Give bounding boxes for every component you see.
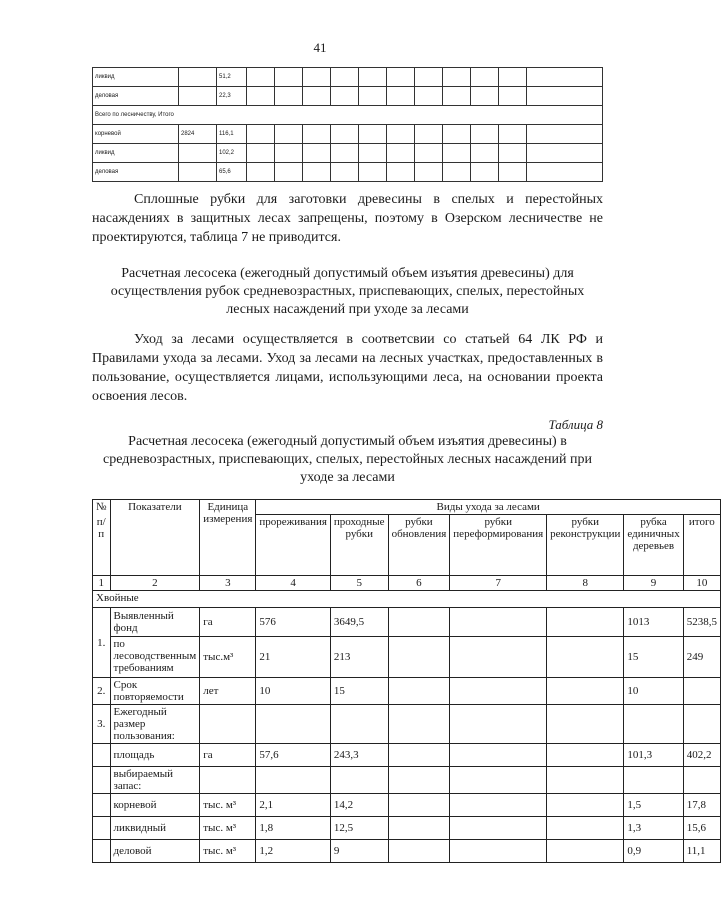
cell: Всего по лесничеству, Итого (93, 106, 603, 125)
row-unit: тыс. м³ (200, 840, 256, 863)
row-name: деловой (110, 840, 200, 863)
row-number: 1. (93, 608, 111, 678)
group-row (93, 591, 721, 608)
header-col-4: прореживания (256, 515, 331, 576)
row-name: ликвидный (110, 817, 200, 840)
cell: корневой (93, 125, 179, 144)
col-num: 10 (683, 576, 720, 591)
table-label: Таблица 8 (548, 417, 603, 432)
cell: 243,3 (330, 744, 388, 767)
table-row (93, 163, 603, 182)
row-name: Выявленный фонд (110, 608, 200, 637)
cell: 0,9 (624, 840, 683, 863)
header-indicators: Показатели (110, 500, 200, 576)
header-col-8: рубки реконструкции (547, 515, 624, 576)
header-col-5: проходные рубки (330, 515, 388, 576)
cell: 1,2 (256, 840, 331, 863)
header-unit: Единица измерения (200, 500, 256, 576)
cell (179, 87, 217, 106)
cell: 9 (330, 840, 388, 863)
cell: 3649,5 (330, 608, 388, 637)
section-heading: Расчетная лесосека (ежегодный допустимый объем изъятия древесины) для осуществления рубок средневозрастных, приспевающих, спелых, перестойных лесных насаждений при уходе за лесами (110, 266, 585, 317)
row-number: 2. (93, 678, 111, 705)
row-unit: тыс.м³ (200, 637, 256, 678)
cell: деловая (93, 87, 179, 106)
table-row (93, 767, 721, 794)
cell: 116,1 (217, 125, 247, 144)
table-row (93, 840, 721, 863)
cell: 1013 (624, 608, 683, 637)
cell: 22,3 (217, 87, 247, 106)
row-unit: га (200, 608, 256, 637)
cell: 15,6 (683, 817, 720, 840)
header-col-6: рубки обновления (388, 515, 450, 576)
col-num: 4 (256, 576, 331, 591)
table-row (93, 678, 721, 705)
row-unit: тыс. м³ (200, 794, 256, 817)
cell: ликвид (93, 144, 179, 163)
table-row (93, 744, 721, 767)
table-row (93, 637, 721, 678)
row-name: площадь (110, 744, 200, 767)
cell: 17,8 (683, 794, 720, 817)
cell: 576 (256, 608, 331, 637)
cell: 10 (624, 678, 683, 705)
cell (179, 163, 217, 182)
row-name: выбираемый запас: (110, 767, 200, 794)
cell (179, 144, 217, 163)
table-row (93, 794, 721, 817)
table-header-row (93, 500, 721, 515)
row-name: по лесоводственным требованиям (110, 637, 200, 678)
header-col-7: рубки переформирования (450, 515, 547, 576)
paragraph-care: Уход за лесами осуществляется в соответсвии со статьей 64 ЛК РФ и Правилами ухода за лесами. Уход за лесами на лесных участках, предоставленных в пользование, осуществляется лицами, использующими леса, на основании проекта освоения лесов. (92, 332, 603, 404)
table-row (93, 87, 603, 106)
row-name: Срок повторяемости (110, 678, 200, 705)
table-row (93, 68, 603, 87)
cell: 10 (256, 678, 331, 705)
header-col-9: рубка единичных деревьев (624, 515, 683, 576)
cell: 102,2 (217, 144, 247, 163)
header-col-10: итого (683, 515, 720, 576)
cell: 21 (256, 637, 331, 678)
cell: 1,5 (624, 794, 683, 817)
header-pp: п/п (93, 515, 111, 576)
cell: ликвид (93, 68, 179, 87)
cell (179, 68, 217, 87)
row-unit: лет (200, 678, 256, 705)
col-num: 9 (624, 576, 683, 591)
row-name: корневой (110, 794, 200, 817)
table-row (93, 608, 721, 637)
cell: 15 (330, 678, 388, 705)
cell: 65,6 (217, 163, 247, 182)
row-name: Ежегодный размер пользования: (110, 705, 200, 744)
column-number-row (93, 576, 721, 591)
cell: 14,2 (330, 794, 388, 817)
cell: 2,1 (256, 794, 331, 817)
col-num: 3 (200, 576, 256, 591)
table-row (93, 106, 603, 125)
group-label: Хвойные (93, 591, 721, 608)
cell: 11,1 (683, 840, 720, 863)
col-num: 8 (547, 576, 624, 591)
cell: 2824 (179, 125, 217, 144)
table-8 (92, 499, 721, 863)
cell: 57,6 (256, 744, 331, 767)
cell: 101,3 (624, 744, 683, 767)
cell: 5238,5 (683, 608, 720, 637)
col-num: 6 (388, 576, 450, 591)
cell: деловая (93, 163, 179, 182)
row-number: 3. (93, 705, 111, 744)
cell: 213 (330, 637, 388, 678)
paragraph-clearcut: Сплошные рубки для заготовки древесины в спелых и перестойных насаждениях в защитных лесах запрещены, поэтому в Озерском лесничестве не проектируются, таблица 7 не приводится. (92, 192, 603, 245)
cell: 1,3 (624, 817, 683, 840)
cell: 249 (683, 637, 720, 678)
cell: 12,5 (330, 817, 388, 840)
table-row (93, 705, 721, 744)
cell: 51,2 (217, 68, 247, 87)
table-row (93, 817, 721, 840)
header-types: Виды ухода за лесами (256, 500, 721, 515)
col-num: 7 (450, 576, 547, 591)
table-row (93, 144, 603, 163)
col-num: 5 (330, 576, 388, 591)
row-unit: тыс. м³ (200, 817, 256, 840)
header-no: № (93, 500, 111, 515)
col-num: 2 (110, 576, 200, 591)
page-number: 41 (313, 40, 327, 55)
cell: 402,2 (683, 744, 720, 767)
row-unit: га (200, 744, 256, 767)
table-row (93, 125, 603, 144)
table-title: Расчетная лесосека (ежегодный допустимый объем изъятия древесины) в средневозрастных, приспевающих, спелых, перестойных лесных насаждений при уходе за лесами (103, 434, 592, 485)
col-num: 1 (93, 576, 111, 591)
cell: 1,8 (256, 817, 331, 840)
cell: 15 (624, 637, 683, 678)
top-table (92, 67, 603, 182)
